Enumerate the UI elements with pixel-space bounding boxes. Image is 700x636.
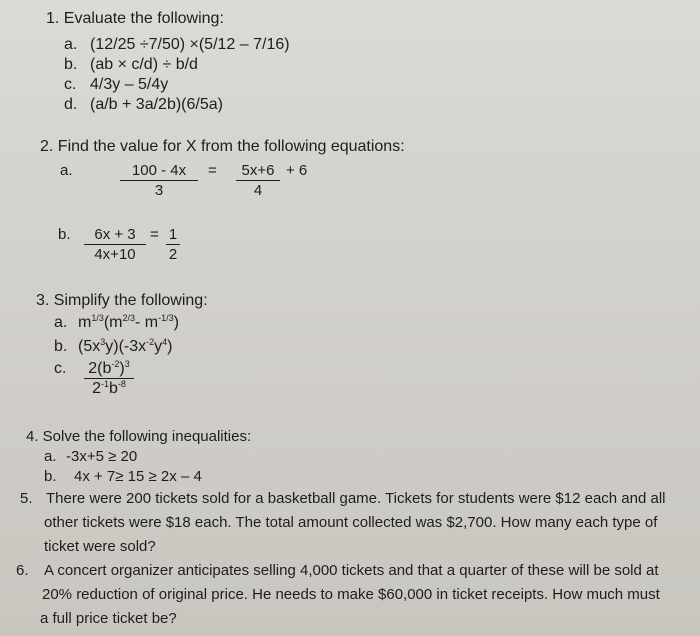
q1-b-text: (ab × c/d) ÷ b/d <box>90 56 198 73</box>
q2-a-rhs-denominator: 4 <box>253 182 263 199</box>
q6-number: 6. <box>16 562 29 579</box>
q2-b-lhs-numerator: 6x + 3 <box>84 226 146 245</box>
q2-a-rhs-fraction <box>236 162 280 200</box>
q4-a-label: a. <box>44 448 57 465</box>
q4-b-label: b. <box>44 468 57 485</box>
q2-b-lhs-fraction <box>84 226 146 264</box>
q1-a-text: (12/25 ÷7/50) ×(5/12 – 7/16) <box>90 36 290 53</box>
q3-b-expression: $(5x^3y)(-3x^{-2}y^4)$ <box>78 337 173 355</box>
q2-a-rhs-tail: + 6 <box>286 162 308 179</box>
q2-b-rhs-fraction <box>166 226 180 264</box>
q3-c-fraction <box>84 360 134 398</box>
q1-title: 1. Evaluate the following: <box>46 10 224 27</box>
q3-c-numerator: $2(b^{-2})^3$ <box>84 360 134 379</box>
q6-line-2: 20% reduction of original price. He needs to make $60,000 in ticket receipts. How much must <box>42 586 660 603</box>
q2-a-lhs-fraction <box>120 162 198 200</box>
q4-title: 4. Solve the following inequalities: <box>26 428 252 445</box>
q5-line-2: other tickets were $18 each. The total amount collected was $2,700. How many each type of <box>44 514 658 531</box>
q3-c-denominator: $2^{-1}b^{-8}$ <box>92 379 126 397</box>
q5-line-1: There were 200 tickets sold for a basketball game. Tickets for students were $12 each and all <box>46 490 666 507</box>
q6-line-3: a full price ticket be? <box>40 610 177 627</box>
q3-a-expression: $m^{1/3}(m^{2/3}-$ $m^{-1/3}$) <box>78 313 179 331</box>
q6-line-1: A concert organizer anticipates selling 4,000 tickets and that a quarter of these will be sold at <box>44 562 659 579</box>
q2-a-label: a. <box>60 162 73 179</box>
q5-number: 5. <box>20 490 33 507</box>
q1-d-label: d. <box>64 96 78 113</box>
q1-c-label: c. <box>64 76 77 93</box>
q2-a-rhs-numerator: 5x+6 <box>236 162 280 181</box>
q3-c-label: c. <box>54 360 67 377</box>
q3-a-label: a. <box>54 314 68 331</box>
q1-a-label: a. <box>64 36 78 53</box>
q2-title: 2. Find the value for X from the following equations: <box>40 138 405 155</box>
q2-b-equals: = <box>150 226 159 243</box>
q4-b-text: 4x + 7≥ 15 ≥ 2x – 4 <box>74 468 202 485</box>
q2-a-equals: = <box>208 162 217 179</box>
q1-d-text: (a/b + 3a/2b)(6/5a) <box>90 96 223 113</box>
q1-b-label: b. <box>64 56 78 73</box>
q5-line-3: ticket were sold? <box>44 538 156 555</box>
q3-b-label: b. <box>54 338 68 355</box>
q2-b-label: b. <box>58 226 71 243</box>
q2-a-lhs-numerator: 100 - 4x <box>120 162 198 181</box>
q2-b-rhs-denominator: 2 <box>168 246 178 263</box>
q2-a-lhs-denominator: 3 <box>154 182 164 199</box>
q1-c-text: 4/3y – 5/4y <box>90 76 169 93</box>
q2-b-rhs-numerator: 1 <box>166 226 180 245</box>
q4-a-text: -3x+5 ≥ 20 <box>66 448 138 465</box>
q3-title: 3. Simplify the following: <box>36 292 208 309</box>
q2-b-lhs-denominator: 4x+10 <box>94 246 136 263</box>
